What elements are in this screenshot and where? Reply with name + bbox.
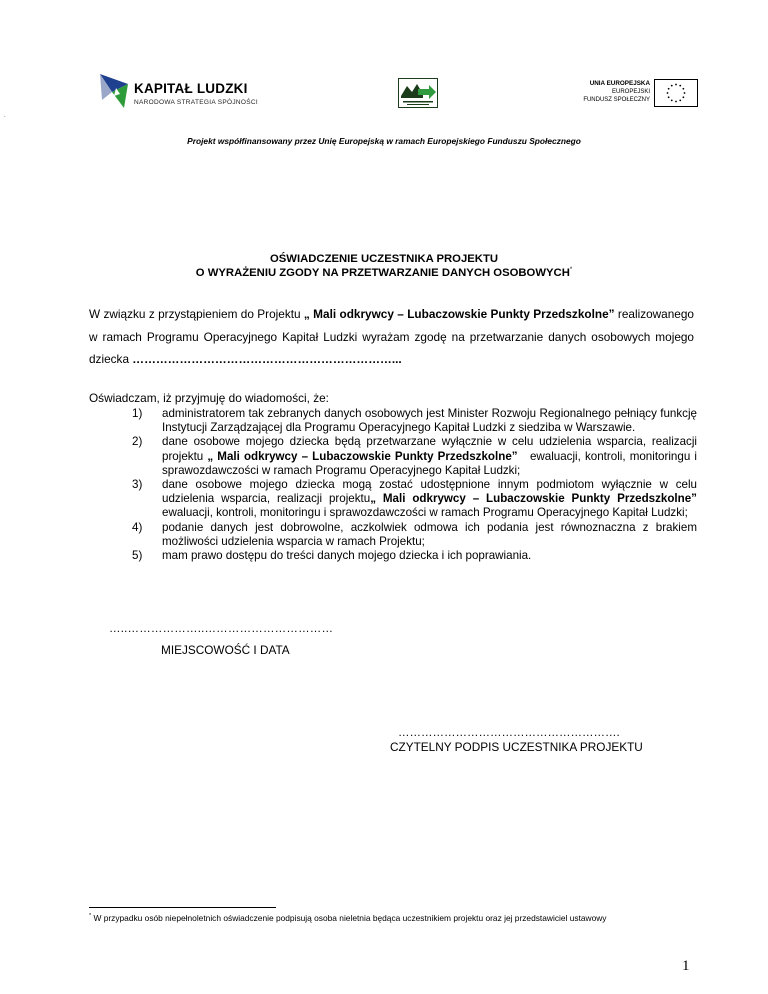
eu-star-icon <box>671 85 673 87</box>
signature-label: CZYTELNY PODPIS UCZESTNIKA PROJEKTU <box>390 740 643 754</box>
kapital-ludzki-title: KAPITAŁ LUDZKI <box>134 81 248 96</box>
place-date-field: …..………………..…………………………… <box>109 623 334 635</box>
eu-flag-icon <box>654 79 698 107</box>
title-footnote-marker: * <box>569 267 573 274</box>
eu-star-icon <box>675 84 677 86</box>
eu-logo-line3: FUNDUSZ SPOŁECZNY <box>583 97 650 103</box>
kapital-ludzki-logo <box>98 70 258 110</box>
item-number: 1) <box>132 407 143 420</box>
kapital-ludzki-emblem-icon <box>98 70 134 110</box>
statement-intro: Oświadczam, iż przyjmuję do wiadomości, że: <box>89 391 329 405</box>
eu-star-icon <box>679 99 681 101</box>
statement-item-2 <box>132 435 701 478</box>
statement-item-1 <box>132 407 697 435</box>
statement-item-5 <box>132 549 697 563</box>
eu-star-icon <box>682 88 684 90</box>
eu-logo <box>580 79 698 107</box>
eu-star-icon <box>684 92 686 94</box>
item-text: podanie danych jest dobrowolne, aczkolwiek odmowa ich podania jest równoznaczna z brakiem możliwości udzielenia wsparcia w ramach Projektu; <box>162 520 697 548</box>
item-number: 2) <box>132 435 143 449</box>
item-number: 5) <box>132 549 143 563</box>
eu-star-icon <box>682 96 684 98</box>
stray-mark: . <box>4 113 6 119</box>
eu-logo-line2: EUROPEJSKI <box>611 89 650 95</box>
item-text-c: ewaluacji, kontroli, monitoringu i sprawozdawczości w ramach Programu Operacyjnego Kapitał Ludzki; <box>162 492 704 520</box>
eu-star-icon <box>668 96 670 98</box>
eu-logo-line1: UNIA EUROPEJSKA <box>589 80 650 87</box>
item-text: administratorem tak zebranych danych osobowych jest Minister Rozwoju Regionalnego pełniący funkcję Instytucji Zarządzającej dla Programu Operacyjnego Kapitał Ludzki z siedziba w Warszawie. <box>162 407 697 435</box>
footnote-text: W przypadku osób niepełnoletnich oświadczenie podpisują osoba nieletnia będąca uczestnikiem projektu oraz jej przedstawiciel ustawowy <box>91 912 607 923</box>
kapital-ludzki-subtitle: NARODOWA STRATEGIA SPÓJNOŚCI <box>134 99 258 106</box>
eu-star-icon <box>671 99 673 101</box>
item-text-a: dane osobowe mojego dziecka będą przetwarzane wyłącznie w celu udzielenia wsparcia, realizacji projektu <box>162 435 697 463</box>
project-emblem-icon <box>398 78 438 108</box>
consent-paragraph <box>89 303 694 371</box>
item-text-c: ewaluacji, kontroli, monitoringu i sprawozdawczości w ramach Programu Operacyjnego Kapitał Ludzki; <box>162 449 701 477</box>
consent-part1: W związku z przystąpieniem do Projektu <box>89 307 304 321</box>
statement-item-4 <box>132 520 697 549</box>
statement-item-3 <box>132 478 704 521</box>
signature-field: …………………………………………………. <box>398 727 620 739</box>
item-text: mam prawo dostępu do treści danych mojego dziecka i ich poprawiania. <box>162 549 532 563</box>
project-logo <box>398 78 438 108</box>
document-title-line2-text: O WYRAŻENIU ZGODY NA PRZETWARZANIE DANYCH OSOBOWYCH <box>195 267 570 279</box>
item-number: 3) <box>132 478 143 492</box>
page-number: 1 <box>682 958 690 974</box>
item-number: 4) <box>132 520 143 534</box>
consent-part2: realizowanego w ramach Programu Operacyjnego Kapitał Ludzki wyrażam zgodę na przetwarzanie danych osobowych mojego dziecka <box>89 307 694 366</box>
consent-project-name: „ Mali odkrywcy – Lubaczowskie Punkty Przedszkolne” <box>303 307 615 321</box>
document-title-line1: OŚWIADCZENIE UCZESTNIKA PROJEKTU <box>269 253 499 265</box>
document-title-line2 <box>0 267 768 279</box>
item-text-a: dane osobowe mojego dziecka mogą zostać udostępnione innym podmiotom wyłącznie w celu udzielenia wsparcia, realizacji projektu <box>162 478 697 506</box>
footnote <box>89 911 709 923</box>
statement-list <box>132 407 704 563</box>
eu-star-icon <box>679 85 681 87</box>
footnote-divider <box>89 907 276 908</box>
eu-star-icon <box>675 101 677 103</box>
footnote-marker: * <box>89 913 92 919</box>
eu-star-icon <box>667 92 669 94</box>
child-name-field: …………………………………………………………... <box>132 352 402 366</box>
item-project-name: „ Mali odkrywcy – Lubaczowskie Punkty Przedszkolne” <box>370 492 697 506</box>
place-date-label: MIEJSCOWOŚĆ I DATA <box>161 643 290 657</box>
item-project-name: „ Mali odkrywcy – Lubaczowskie Punkty Przedszkolne” <box>207 449 518 463</box>
eu-star-icon <box>668 88 670 90</box>
cofinanced-note: Projekt współfinansowany przez Unię Europejską w ramach Europejskiego Funduszu Społecznego <box>187 136 581 146</box>
